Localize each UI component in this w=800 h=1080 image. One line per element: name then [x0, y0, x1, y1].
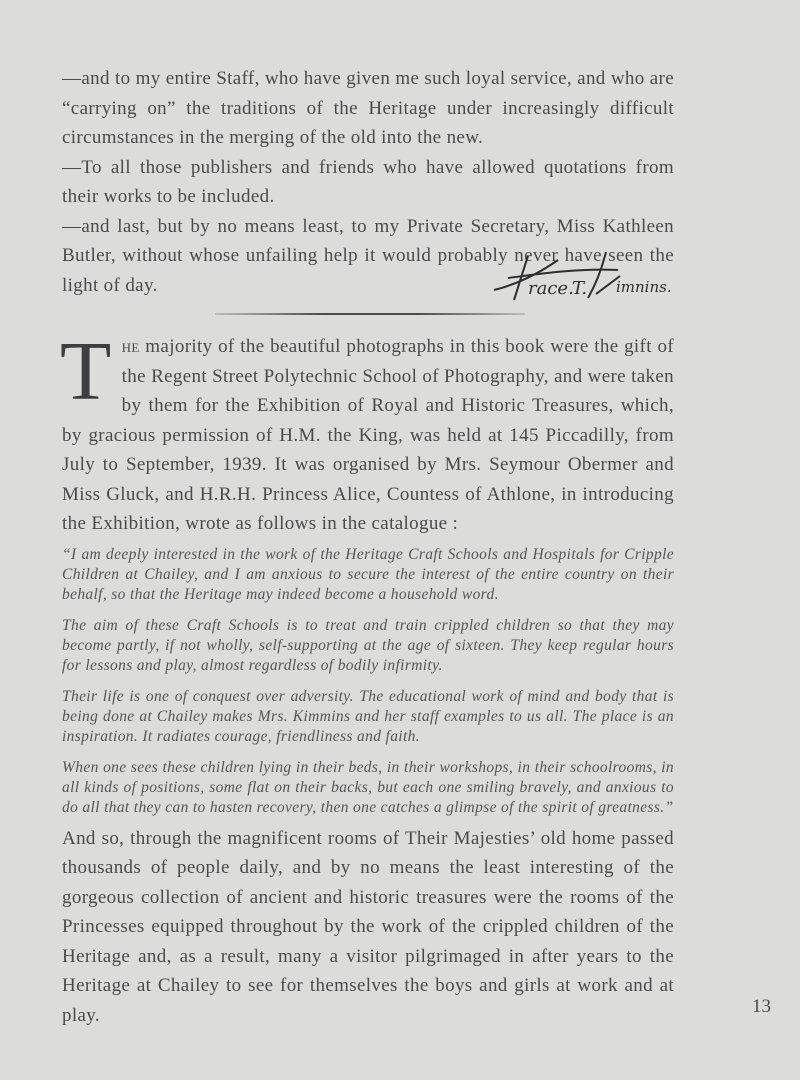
page-number: 13	[752, 996, 771, 1017]
quote-paragraph: “I am deeply interested in the work of the Heritage Craft Schools and Hospitals for Cripple Children at Chailey, and I am anxious to secure the interest of the entire country on their behalf, so that the Heritage may indeed become a household word.	[62, 545, 674, 603]
svg-text:imnins.: imnins.	[616, 278, 672, 296]
main-text	[60, 325, 674, 1030]
intro-text: majority of the beautiful photographs in this book were the gift of the Regent Street Polytechnic School of Photography, and were taken by them for the Exhibition of Royal and Historic Treasures, which, by gracious permission of H.M. the King, was held at 145 Piccadilly, from July to September, 1939. It was organised by Mrs. Seymour Obermer and Miss Gluck, and H.R.H. Princess Alice, Countess of Athlone, in introducing the Exhibition, wrote as follows in the catalogue :	[62, 336, 674, 534]
quote-paragraph: The aim of these Craft Schools is to treat and train crippled children so that they may become partly, if not wholly, self-supporting at the age of sixteen. They keep regular hours for lessons and play, almost regardless of bodily infirmity.	[62, 616, 674, 674]
drop-cap: T	[60, 325, 112, 418]
handwritten-signature	[488, 248, 688, 308]
intro-paragraph	[60, 325, 674, 539]
svg-text:T.: T.	[572, 278, 588, 299]
intro-small-caps: he	[121, 336, 140, 357]
closing-paragraph: And so, through the magnificent rooms of Their Majesties’ old home passed thousands of people daily, and by no means the least interesting of the gorgeous collection of ancient and historic treasures were the rooms of the Princesses equipped throughout by the work of the crippled children of the Heritage and, as a result, many a visitor pilgrimaged in after years to the Heritage at Chailey to see for themselves the boys and girls at work and at play.	[62, 827, 674, 1026]
catalogue-quote	[62, 545, 674, 818]
section-divider	[215, 313, 525, 315]
quote-paragraph: Their life is one of conquest over adversity. The educational work of mind and body that is being done at Chailey makes Mrs. Kimmins and her staff examples to us all. The place is an inspiration. It radiates courage, friendliness and faith.	[62, 687, 674, 745]
ack-paragraph-staff: —and to my entire Staff, who have given me such loyal service, and who are “carrying on” the traditions of the Heritage under increasingly difficult circumstances in the merging of the old into the new.	[62, 68, 674, 148]
ack-paragraph-secretary: —and last, but by no means least, to my Private Secretary, Miss Kathleen Butler, without whose unfailing help it would probably never have seen the light of day.	[62, 215, 674, 296]
svg-text:race.: race.	[528, 278, 574, 299]
ack-paragraph-publishers: —To all those publishers and friends who have allowed quotations from their works to be included.	[62, 156, 674, 207]
quote-paragraph: When one sees these children lying in their beds, in their workshops, in their schoolrooms, in all kinds of positions, some flat on their backs, but each one smiling bravely, and anxious to do all that they can to hasten recovery, then one catches a glimpse of the spirit of greatness.”	[62, 758, 674, 816]
